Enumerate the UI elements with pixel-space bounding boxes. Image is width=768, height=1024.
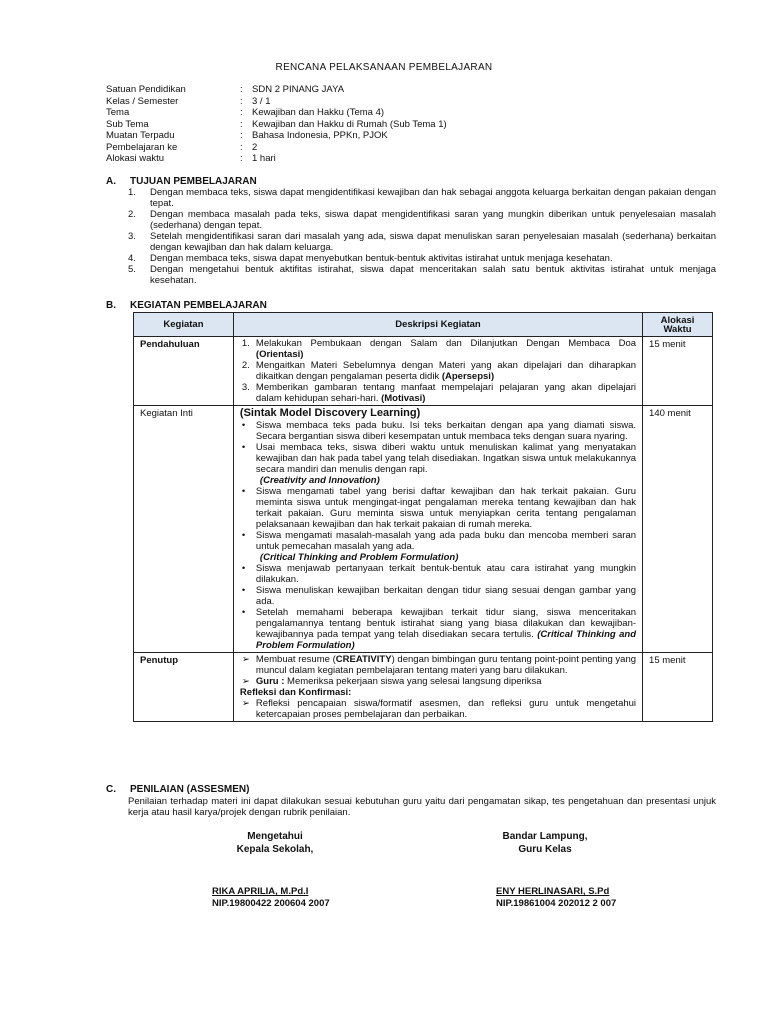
list-text: Siswa mengamati masalah-masalah yang ada pada buku dan mencoba memberi saran untuk pemecahan masalah yang ada.	[255, 530, 637, 552]
identity-colon: :	[240, 84, 243, 95]
identity-colon: :	[240, 95, 243, 107]
pendahuluan-description	[233, 337, 642, 406]
header-deskripsi: Deskripsi Kegiatan	[233, 313, 642, 337]
penutup-description	[233, 653, 642, 722]
phase-penutup: Penutup	[134, 653, 234, 722]
list-emphasis: (Critical Thinking and Problem Formulation)	[259, 552, 459, 563]
arrow-bullet-icon: ➢	[241, 698, 250, 709]
identity-label: Pembelajaran ke	[106, 141, 178, 153]
identity-colon: :	[240, 130, 243, 141]
left-line1: Mengetahui	[247, 831, 303, 842]
section-c-heading	[106, 784, 249, 795]
table-row-penutup	[134, 653, 713, 722]
table-row-pendahuluan	[134, 337, 713, 406]
identity-value: SDN 2 PINANG JAYA	[252, 84, 345, 95]
list-text: Setelah memahami beberapa kewajiban terkait tidur siang, siswa menceritakan pengalamannya tentang bentuk istirahat siang yang biasa dilakukan dan kewajiban-kewajibannya pada tempat yang telah disediakan secara tertulis.	[255, 607, 637, 640]
objectives-list	[128, 187, 716, 286]
list-text: Usai membaca teks, siswa diberi waktu untuk menuliskan kalimat yang menyatakan kewajiban dan hak pada tabel yang telah disediakan. Ingatkan siswa untuk melakukannya secara mandiri dan menulis dengan rapi.	[255, 442, 637, 475]
section-b-letter: B.	[106, 300, 116, 311]
arrow-bullet-icon: ➢	[241, 676, 250, 687]
list-number: 2.	[241, 360, 250, 371]
list-item	[240, 698, 636, 720]
identity-row	[106, 107, 447, 119]
signature-right	[496, 886, 616, 909]
bullet-icon: •	[241, 607, 246, 618]
objective-text: Dengan membaca teks, siswa dapat mengidentifikasi kewajiban dan hak sebagai anggota keluarga berkaitan dengan pakaian dengan tepat.	[150, 187, 716, 209]
list-text: Mengaitkan Materi Sebelumnya dengan Materi yang akan dipelajari dan diharapkan dikaitkan dengan pengalaman peserta didik	[255, 360, 637, 382]
list-emphasis: (Critical Thinking and Problem Formulation)	[255, 629, 637, 651]
objective-number: 4.	[128, 253, 136, 264]
penutup-item2-text: Memeriksa pekerjaan siswa yang selesai langsung diperiksa	[284, 676, 542, 687]
section-a-heading	[106, 176, 257, 187]
identity-colon: :	[240, 153, 243, 164]
list-bold-tag: (Orientasi)	[255, 349, 304, 360]
objective-number: 2.	[128, 209, 136, 220]
identity-colon: :	[240, 118, 243, 130]
list-bold-tag: (Apersepsi)	[441, 371, 495, 382]
list-text: Melakukan Pembukaan dengan Salam dan Dilanjutkan Dengan Membaca Doa	[255, 338, 637, 349]
list-item	[240, 360, 636, 382]
signature-left	[212, 886, 330, 909]
principal-nip: NIP.19800422 200604 2007	[212, 897, 330, 909]
objective-text: Dengan membaca masalah pada teks, siswa dapat mengidentifikasi saran yang mungkin diberikan untuk penyelesaian masalah (sederhana) dengan tepat.	[150, 209, 716, 231]
identity-row	[106, 119, 447, 131]
teacher-name: ENY HERLINASARI, S.Pd	[496, 886, 610, 897]
list-item	[240, 382, 636, 404]
list-item	[240, 486, 636, 530]
objective-text: Dengan mengetahui bentuk aktifitas istirahat, siswa dapat menceritakan salah satu bentuk aktivitas istirahat untuk menjaga kesehatan.	[150, 264, 716, 286]
penutup-item1-bold: CREATIVITY	[335, 654, 392, 665]
penutup-item2-bold: Guru :	[255, 676, 285, 687]
list-item	[240, 654, 636, 676]
inti-bullet-list	[240, 420, 636, 651]
objective-item	[128, 264, 716, 286]
identity-label: Alokasi waktu	[106, 153, 165, 164]
bullet-icon: •	[241, 442, 246, 453]
signature-left-heading	[200, 830, 350, 856]
list-emphasis: (Creativity and Innovation)	[259, 475, 380, 486]
section-a-title: TUJUAN PEMBELAJARAN	[130, 176, 257, 187]
identity-colon: :	[240, 141, 243, 153]
inti-time: 140 menit	[643, 406, 713, 653]
list-item	[240, 676, 636, 687]
table-row-inti	[134, 406, 713, 653]
objective-number: 1.	[128, 187, 136, 198]
section-b-title: KEGIATAN PEMBELAJARAN	[130, 300, 267, 311]
list-item	[240, 338, 636, 360]
list-item	[240, 530, 636, 563]
table-header-row	[134, 313, 713, 337]
arrow-bullet-icon: ➢	[241, 654, 250, 665]
pendahuluan-time: 15 menit	[643, 337, 713, 406]
signature-right-heading	[470, 830, 620, 856]
right-line1: Bandar Lampung,	[502, 831, 588, 842]
bullet-icon: •	[241, 530, 246, 541]
document-title: RENCANA PELAKSANAAN PEMBELAJARAN	[275, 62, 493, 73]
identity-value: Bahasa Indonesia, PPKn, PJOK	[252, 130, 388, 141]
penutup-item1-post: ) dengan bimbingan guru tentang point-point penting yang muncul dalam kegiatan pembelajaran tentang materi yang baru dilakukan.	[255, 654, 637, 676]
objective-number: 5.	[128, 264, 136, 275]
objective-text: Dengan membaca teks, siswa dapat menyebutkan bentuk-bentuk aktivitas istirahat untuk menjaga kesehatan.	[150, 253, 613, 264]
identity-value: 3 / 1	[252, 95, 271, 107]
section-a-letter: A.	[106, 176, 116, 187]
inti-description	[233, 406, 642, 653]
inti-model-heading: (Sintak Model Discovery Learning)	[239, 407, 421, 419]
list-text: Siswa menjawab pertanyaan terkait bentuk-bentuk atau cara istirahat yang mungkin dilakukan.	[255, 563, 637, 585]
bullet-icon: •	[241, 420, 246, 431]
refleksi-heading: Refleksi dan Konfirmasi:	[239, 687, 352, 698]
list-bold-tag: (Motivasi)	[381, 393, 426, 404]
identity-label: Sub Tema	[106, 118, 149, 130]
teacher-nip: NIP.19861004 202012 2 007	[496, 897, 617, 909]
identity-row	[106, 84, 447, 96]
section-b-heading	[106, 300, 267, 311]
section-c-title: PENILAIAN (ASSESMEN)	[130, 784, 250, 795]
list-text: Siswa membaca teks pada buku. Isi teks berkaitan dengan apa yang diamati siswa. Secara bergantian siswa diberi kesempatan untuk membaca teks dengan suara nyaring.	[255, 420, 637, 442]
identity-row	[106, 142, 447, 154]
identity-label: Kelas / Semester	[106, 95, 179, 107]
section-c-letter: C.	[106, 784, 116, 795]
right-line2: Guru Kelas	[518, 844, 572, 855]
identity-label: Muatan Terpadu	[106, 130, 175, 141]
identity-colon: :	[240, 107, 243, 118]
list-item	[240, 563, 636, 585]
list-item	[240, 585, 636, 607]
assessment-text: Penilaian terhadap materi ini dapat dilakukan sesuai kebutuhan guru yaitu dari pengamatan sikap, tes pengetahuan dan presentasi unjuk kerja atau hasil karya/projek dengan rubrik penilaian.	[128, 796, 716, 818]
list-number: 1.	[241, 338, 250, 349]
bullet-icon: •	[241, 585, 246, 596]
objective-item	[128, 253, 716, 264]
bullet-icon: •	[241, 486, 246, 497]
header-kegiatan: Kegiatan	[134, 313, 234, 337]
phase-pendahuluan: Pendahuluan	[134, 337, 234, 406]
activities-table	[133, 312, 713, 722]
identity-value: Kewajiban dan Hakku di Rumah (Sub Tema 1)	[252, 118, 447, 130]
objective-text: Setelah mengidentifikasi saran dari masalah yang ada, siswa dapat menuliskan saran penyelesaian masalah (sederhana) berkaitan dengan kewajiban dan hak dalam keluarga.	[150, 231, 716, 253]
list-number: 3.	[241, 382, 250, 393]
penutup-item3-text: Refleksi pencapaian siswa/formatif asesmen, dan refleksi guru untuk mengetahui ketercapaian proses pembelajaran dan perbaikan.	[255, 698, 637, 720]
principal-name: RIKA APRILIA, M.Pd.I	[212, 886, 309, 897]
identity-label: Tema	[106, 107, 130, 118]
penutup-item1-pre: Membuat resume (	[255, 654, 336, 665]
objective-item	[128, 209, 716, 231]
penutup-time: 15 menit	[643, 653, 713, 722]
objective-number: 3.	[128, 231, 136, 242]
objective-item	[128, 231, 716, 253]
objective-item	[128, 187, 716, 209]
list-item	[240, 420, 636, 442]
identity-table	[106, 84, 447, 165]
list-text: Siswa mengamati tabel yang berisi daftar kewajiban dan hak terkait pakaian. Guru meminta siswa untuk mengingat-ingat pengalaman mereka tentang kewajiban dan hak terkait pakaian. Guru meminta siswa untuk menyiapkan cerita tentang pengalaman pelaksanaan kewajiban dan hak terkait pakaian di rumah mereka.	[255, 486, 637, 530]
list-text: Memberikan gambaran tentang manfaat mempelajari pelajaran yang akan dipelajari dalam kehidupan sehari-hari.	[255, 382, 637, 404]
left-line2: Kepala Sekolah,	[236, 844, 314, 855]
identity-value: Kewajiban dan Hakku (Tema 4)	[252, 107, 385, 118]
header-alokasi: Alokasi Waktu	[643, 313, 713, 337]
identity-row	[106, 130, 447, 142]
identity-label: Satuan Pendidikan	[106, 84, 186, 95]
bullet-icon: •	[241, 563, 246, 574]
identity-value: 2	[252, 141, 258, 153]
identity-row	[106, 153, 447, 165]
list-text: Siswa menuliskan kewajiban berkaitan dengan tidur siang sesuai dengan gambar yang ada.	[255, 585, 637, 607]
list-item	[240, 442, 636, 486]
identity-value: 1 hari	[252, 153, 276, 164]
identity-row	[106, 96, 447, 108]
phase-inti: Kegiatan Inti	[134, 406, 234, 653]
list-item	[240, 607, 636, 651]
